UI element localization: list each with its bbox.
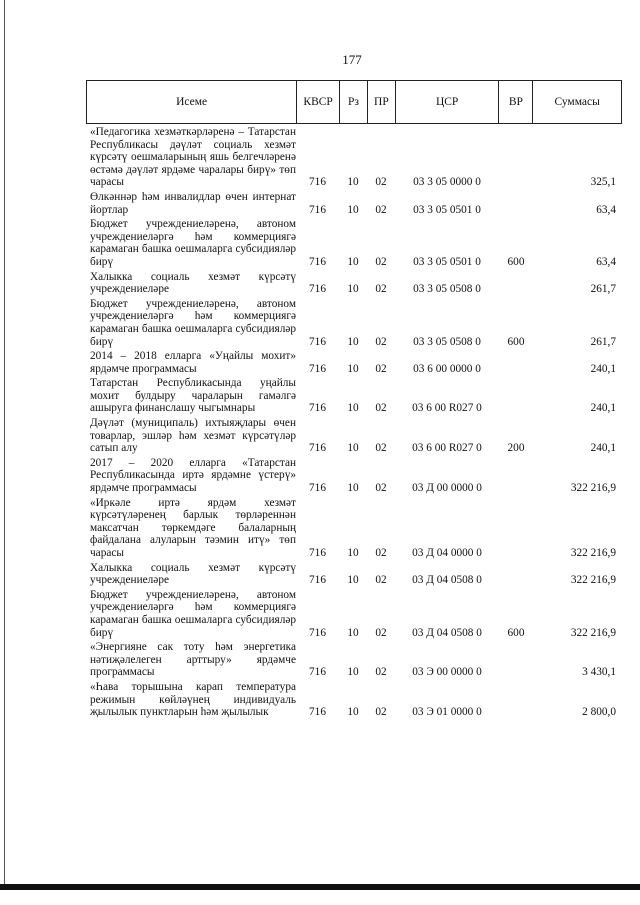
row-csr: 03 6 00 0000 0: [413, 362, 481, 375]
row-pr: 02: [375, 626, 387, 639]
row-rz: 10: [347, 482, 359, 495]
row-pr: 02: [375, 362, 387, 375]
page-number: 177: [342, 52, 362, 67]
row-csr: 03 6 00 R027 0: [412, 442, 482, 455]
row-pr: 02: [375, 706, 387, 719]
row-kvsr: 716: [309, 442, 326, 455]
row-pr: 02: [375, 283, 387, 296]
row-sum: 3 430,1: [582, 666, 616, 679]
row-name: 2017 – 2020 елларга «Татарстан Республикасында иртә ярдәмне үстерү» ярдәмче программасы: [90, 456, 296, 495]
header-pr: ПР: [367, 81, 395, 123]
row-vr: 200: [507, 442, 525, 455]
row-name: Өлкәннәр һәм инвалидлар өчен интернат йортлар: [90, 190, 296, 216]
row-rz: 10: [347, 547, 359, 559]
table-row: [86, 298, 622, 348]
table-row: [86, 191, 622, 216]
table-row: [86, 641, 622, 679]
row-name: Бюджет учреждениеләренә, автоном учреждениеләргә һәм коммерциягә карамаган башка оешмаларга субсидияләр бирү: [90, 588, 296, 639]
row-name: «Энергияне сак тоту һәм энергетика нәтиҗәлелеген арттыру» ярдәмче программасы: [90, 641, 296, 679]
row-csr: 03 3 05 0508 0: [413, 283, 481, 296]
table-row: [86, 126, 622, 189]
row-pr: 02: [375, 176, 387, 189]
table-row: [86, 681, 622, 719]
row-kvsr: 716: [309, 666, 326, 679]
row-name: Бюджет учреждениеләренә, автоном учреждениеләргә һәм коммерциягә карамаган башка оешмаларга субсидияләр бирү: [90, 218, 296, 268]
row-pr: 02: [375, 666, 387, 679]
row-kvsr: 716: [309, 402, 326, 415]
row-sum: 63,4: [596, 255, 616, 268]
row-sum: 240,1: [590, 402, 616, 415]
row-csr: 03 Д 04 0508 0: [412, 574, 482, 587]
scan-edge-line: [4, 0, 5, 884]
row-sum: 261,7: [590, 283, 616, 296]
table-row: [86, 271, 622, 296]
row-pr: 02: [375, 402, 387, 415]
row-rz: 10: [347, 362, 359, 375]
table-row: [86, 350, 622, 375]
row-name: «Педагогика хезмәткәрләренә – Татарстан Республикасы дәүләт социаль хезмәт күрсәтү оешмаларының яшь белгечләренә өстәмә дәүләт ярдәме чаралары бирү» төп чарасы: [90, 126, 296, 189]
row-rz: 10: [347, 283, 359, 296]
row-sum: 325,1: [590, 176, 616, 189]
row-pr: 02: [375, 574, 387, 587]
row-name: 2014 – 2018 елларга «Уңайлы мохит» ярдәмче программасы: [90, 350, 296, 375]
row-kvsr: 716: [309, 203, 326, 216]
row-rz: 10: [347, 203, 359, 216]
row-rz: 10: [347, 442, 359, 455]
header-rz: Рз: [339, 81, 367, 123]
row-kvsr: 716: [309, 255, 326, 268]
row-rz: 10: [347, 706, 359, 719]
row-sum: 322 216,9: [570, 626, 616, 639]
header-csr: ЦСР: [395, 81, 499, 123]
row-vr: 600: [507, 626, 525, 639]
row-csr: 03 3 05 0501 0: [413, 203, 481, 216]
row-kvsr: 716: [309, 574, 326, 587]
row-rz: 10: [347, 626, 359, 639]
row-pr: 02: [375, 482, 387, 495]
row-rz: 10: [347, 574, 359, 587]
scan-bottom-border: [0, 884, 640, 890]
row-csr: 03 6 00 R027 0: [412, 402, 482, 415]
row-kvsr: 716: [309, 706, 326, 719]
row-sum: 322 216,9: [570, 482, 616, 495]
row-rz: 10: [347, 255, 359, 268]
row-sum: 322 216,9: [570, 547, 616, 559]
table-row: [86, 589, 622, 639]
table-row: [86, 218, 622, 268]
row-name: Халыкка социаль хезмәт күрсәтү учреждениеләре: [90, 270, 296, 296]
row-csr: 03 Э 00 0000 0: [412, 666, 482, 679]
header-vr: ВР: [498, 81, 532, 123]
table-row: [86, 497, 622, 560]
header-kvsr: КВСР: [296, 81, 339, 123]
row-csr: 03 Д 00 0000 0: [412, 482, 482, 495]
row-vr: 600: [507, 335, 525, 348]
row-kvsr: 716: [309, 176, 326, 189]
row-pr: 02: [375, 255, 387, 268]
row-pr: 02: [375, 547, 387, 559]
row-sum: 322 216,9: [570, 574, 616, 587]
header-name: Исеме: [176, 96, 208, 108]
table-row: [86, 562, 622, 587]
table-row: [86, 377, 622, 415]
header-sum: Суммасы: [532, 81, 621, 123]
row-name: Татарстан Республикасында уңайлы мохит булдыру чараларын гамәлгә ашыруга финанслашу чыгымнары: [90, 377, 296, 415]
row-kvsr: 716: [309, 482, 326, 495]
row-rz: 10: [347, 335, 359, 348]
table-row: [86, 457, 622, 495]
row-csr: 03 Д 04 0508 0: [412, 626, 482, 639]
row-vr: 600: [507, 255, 525, 268]
row-csr: 03 Д 04 0000 0: [412, 547, 482, 559]
row-csr: 03 3 05 0000 0: [413, 176, 481, 189]
row-rz: 10: [347, 666, 359, 679]
row-rz: 10: [347, 402, 359, 415]
row-pr: 02: [375, 203, 387, 216]
table-header: [86, 80, 622, 124]
row-sum: 240,1: [590, 362, 616, 375]
row-csr: 03 Э 01 0000 0: [412, 706, 482, 719]
row-sum: 2 800,0: [582, 706, 616, 719]
table-body: [86, 126, 622, 719]
row-name: Дәүләт (муниципаль) ихтыяҗлары өчен товарлар, эшләр һәм хезмәт күрсәтүләр сатып алу: [90, 417, 296, 455]
table-row: [86, 417, 622, 455]
row-csr: 03 3 05 0501 0: [413, 255, 481, 268]
row-kvsr: 716: [309, 362, 326, 375]
row-name: Бюджет учреждениеләренә, автоном учреждениеләргә һәм коммерциягә карамаган башка оешмаларга субсидияләр бирү: [90, 297, 296, 348]
row-kvsr: 716: [309, 547, 326, 559]
row-kvsr: 716: [309, 626, 326, 639]
row-name: «Иркәле иртә ярдәм хезмәт күрсәтүләренең барлык төрләреннән максатчан төркемдәге балаларның файдалана алуларын тәэмин итү» төп чарасы: [90, 496, 296, 559]
row-sum: 261,7: [590, 335, 616, 348]
row-sum: 63,4: [596, 203, 616, 216]
row-pr: 02: [375, 442, 387, 455]
row-kvsr: 716: [309, 283, 326, 296]
row-sum: 240,1: [590, 442, 616, 455]
row-pr: 02: [375, 335, 387, 348]
row-name: «Һава торышына карап температура режимын көйләүнең индивидуаль җылылык пунктларын һәм җылылык: [90, 680, 296, 719]
budget-table: [86, 80, 622, 719]
row-rz: 10: [347, 176, 359, 189]
row-name: Халыкка социаль хезмәт күрсәтү учреждениеләре: [90, 561, 296, 587]
row-csr: 03 3 05 0508 0: [413, 335, 481, 348]
row-kvsr: 716: [309, 335, 326, 348]
